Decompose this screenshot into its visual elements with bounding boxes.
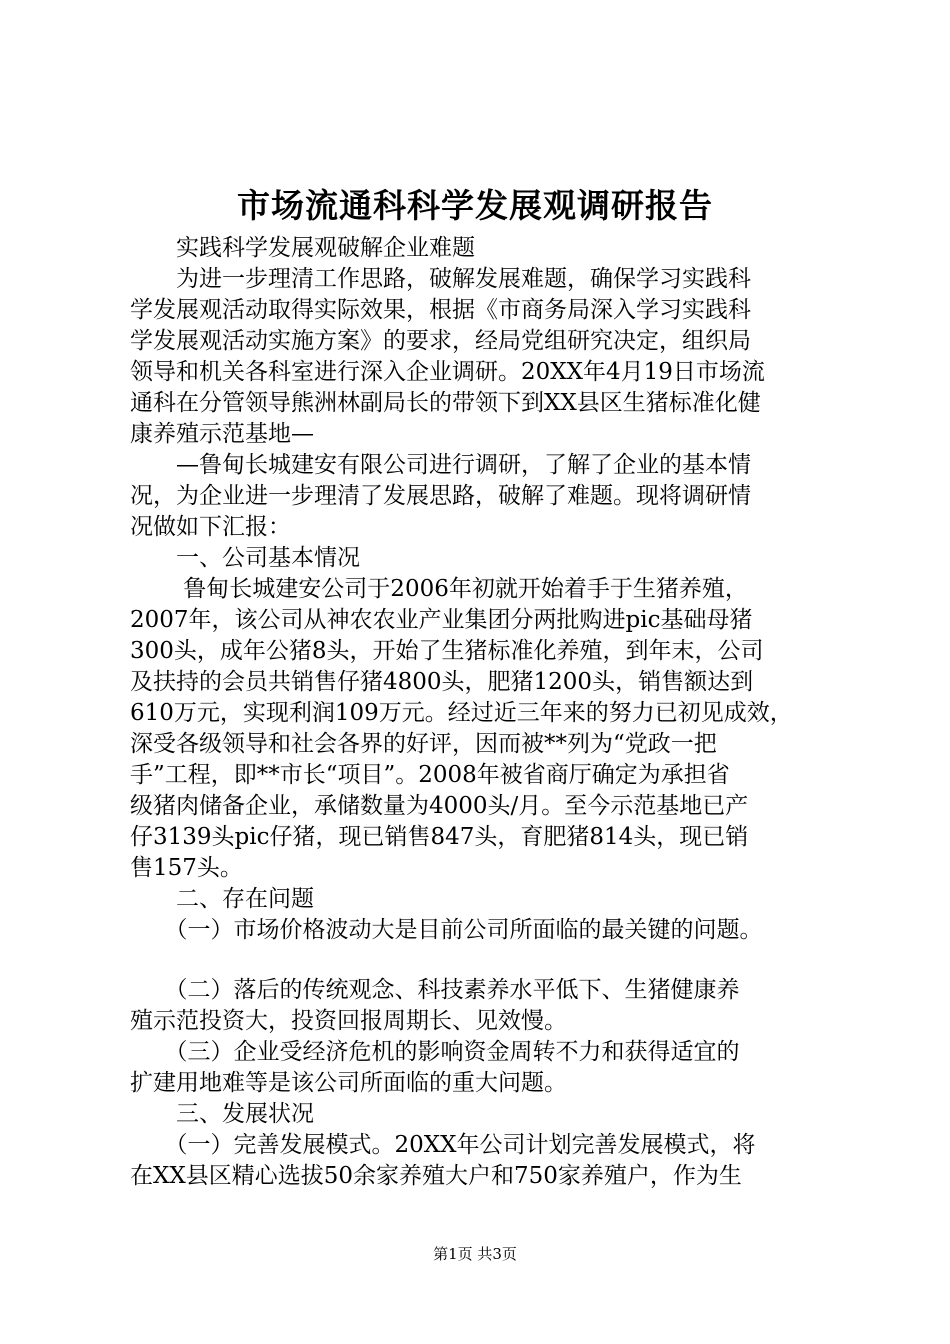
body-line: 扩建用地难等是该公司所面临的重大问题。: [130, 1070, 567, 1096]
body-line: 领导和机关各科室进行深入企业调研。20XX年4月19日市场流: [130, 359, 765, 385]
body-line: 610万元，实现利润109万元。经过近三年来的努力已初见成效，: [130, 700, 793, 726]
section-heading: 二、存在问题: [130, 886, 314, 912]
body-line: （二）落后的传统观念、科技素养水平低下、生猪健康养: [130, 977, 740, 1003]
body-line: 深受各级领导和社会各界的好评，因而被**列为“党政一把: [130, 731, 717, 757]
body-line: 手”工程，即**市长“项目”。2008年被省商厅确定为承担省: [130, 762, 730, 788]
section-heading: 一、公司基本情况: [130, 545, 360, 571]
body-line: 通科在分管领导熊洲林副局长的带领下到XX县区生猪标准化健: [130, 390, 761, 416]
body-line: 2007年，该公司从神农农业产业集团分两批购进pic基础母猪: [130, 607, 753, 633]
page-title: 市场流通科科学发展观调研报告: [237, 186, 713, 225]
body-line: 况，为企业进一步理清了发展思路，破解了难题。现将调研情: [130, 483, 751, 509]
body-line: 康养殖示范基地—: [130, 421, 314, 447]
body-line: （一）市场价格波动大是目前公司所面临的最关键的问题。: [130, 917, 763, 943]
body-line: 级猪肉储备企业，承储数量为4000头/月。至今示范基地已产: [130, 793, 749, 819]
section-heading: 三、发展状况: [130, 1101, 314, 1127]
body-line: 鲁甸长城建安公司于2006年初就开始着手于生猪养殖，: [130, 576, 748, 602]
body-line: 况做如下汇报：: [130, 514, 291, 540]
subtitle-line: 实践科学发展观破解企业难题: [130, 235, 475, 261]
body-line: 为进一步理清工作思路，破解发展难题，确保学习实践科: [130, 266, 751, 292]
body-line: 300头，成年公猪8头，开始了生猪标准化养殖，到年末，公司: [130, 638, 764, 664]
body-line: 售157头。: [130, 855, 243, 881]
body-line: 学发展观活动取得实际效果，根据《市商务局深入学习实践科: [130, 297, 751, 323]
page-footer: 第1页 共3页: [433, 1245, 517, 1263]
body-line: 及扶持的会员共销售仔猪4800头，肥猪1200头，销售额达到: [130, 669, 754, 695]
body-line: （三）企业受经济危机的影响资金周转不力和获得适宜的: [130, 1039, 740, 1065]
body-line: —鲁甸长城建安有限公司进行调研，了解了企业的基本情: [130, 452, 751, 478]
body-line: 学发展观活动实施方案》的要求，经局党组研究决定，组织局: [130, 328, 751, 354]
body-line: 殖示范投资大，投资回报周期长、见效慢。: [130, 1008, 567, 1034]
body-line: 在XX县区精心选拔50余家养殖大户和750家养殖户，作为生: [130, 1163, 742, 1189]
body-line: 仔3139头pic仔猪，现已销售847头，育肥猪814头，现已销: [130, 824, 749, 850]
body-line: （一）完善发展模式。20XX年公司计划完善发展模式，将: [130, 1132, 756, 1158]
